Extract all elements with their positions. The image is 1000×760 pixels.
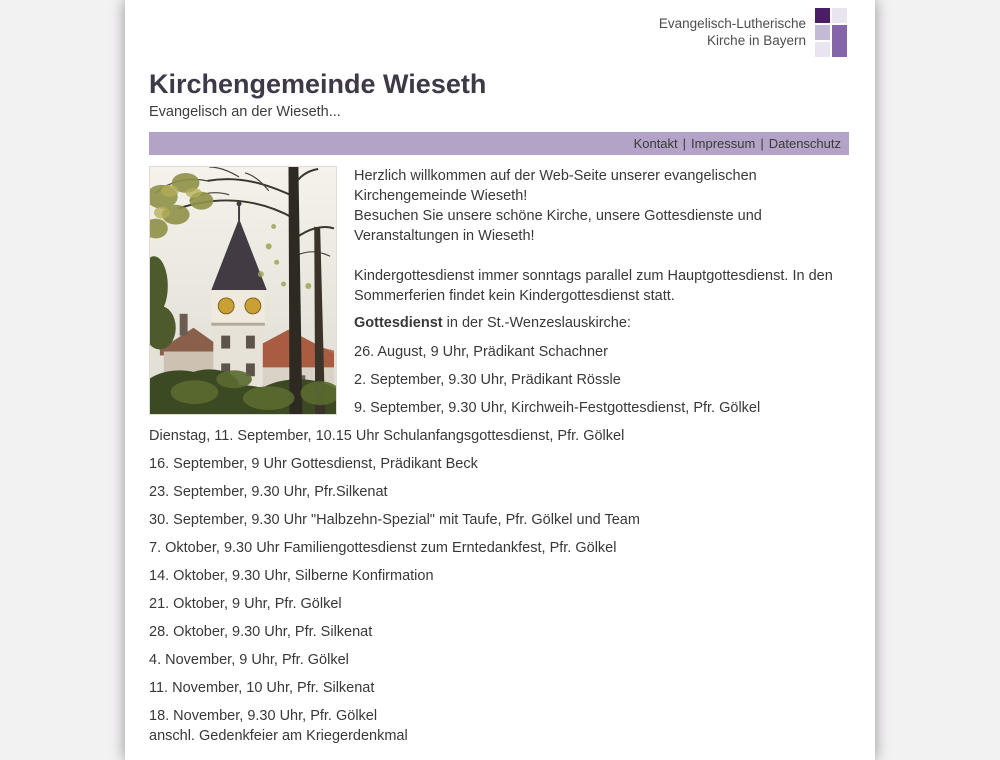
event-item: 14. Oktober, 9.30 Uhr, Silberne Konfirmation — [149, 568, 434, 584]
nav-separator: | — [682, 136, 687, 151]
top-navbar — [149, 132, 849, 155]
elkb-cross-logo-icon — [815, 8, 849, 58]
event-item: 18. November, 9.30 Uhr, Pfr. Gölkel anschl. Gedenkfeier am Kriegerdenkmal — [149, 708, 408, 744]
nav-link-kontakt[interactable]: Kontakt — [633, 136, 678, 151]
logo-text — [659, 8, 806, 49]
page-title: Kirchengemeinde Wieseth — [149, 69, 487, 99]
logo-square-medium-tall — [832, 25, 847, 57]
event-item: 4. November, 9 Uhr, Pfr. Gölkel — [149, 652, 349, 668]
logo-square-pale-top — [832, 8, 847, 23]
nav-link-impressum[interactable]: Impressum — [691, 136, 756, 151]
church-logo[interactable] — [149, 0, 849, 60]
event-item: 30. September, 9.30 Uhr "Halbzehn-Spezial" mit Taufe, Pfr. Gölkel und Team — [149, 512, 640, 528]
page-subtitle: Evangelisch an der Wieseth... — [149, 104, 341, 120]
event-item: 28. Oktober, 9.30 Uhr, Pfr. Silkenat — [149, 624, 373, 640]
church-photo-illustration — [150, 167, 336, 414]
services-heading-rest: in der St.-Wenzeslauskirche: — [442, 315, 631, 331]
logo-square-dark — [815, 8, 830, 23]
event-item: 9. September, 9.30 Uhr, Kirchweih-Festgottesdienst, Pfr. Gölkel — [354, 400, 761, 416]
logo-text-line1: Evangelisch-Lutherische — [658, 16, 806, 31]
event-item: 21. Oktober, 9 Uhr, Pfr. Gölkel — [149, 596, 342, 612]
event-item: 11. November, 10 Uhr, Pfr. Silkenat — [149, 680, 375, 696]
event-item: 16. September, 9 Uhr Gottesdienst, Prädikant Beck — [149, 456, 478, 472]
logo-text-line2: Kirche in Bayern — [706, 33, 806, 48]
nav-separator: | — [760, 136, 764, 151]
main-content — [149, 166, 849, 746]
kindergottesdienst-text: Kindergottesdienst immer sonntags parallel zum Hauptgottesdienst. In den Sommerferien findet kein Kindergottesdienst statt. — [354, 268, 833, 304]
logo-square-light — [815, 25, 830, 40]
event-item: Dienstag, 11. September, 10.15 Uhr Schulanfangsgottesdienst, Pfr. Gölkel — [149, 428, 625, 444]
event-item: 26. August, 9 Uhr, Prädikant Schachner — [354, 344, 608, 360]
event-item: 2. September, 9.30 Uhr, Prädikant Rössle — [354, 372, 621, 388]
logo-square-pale-bottom — [815, 42, 830, 57]
church-photo — [149, 166, 337, 415]
event-item: 23. September, 9.30 Uhr, Pfr.Silkenat — [149, 484, 388, 500]
services-heading-bold: Gottesdienst — [354, 315, 443, 331]
event-item: 7. Oktober, 9.30 Uhr Familiengottesdienst zum Erntedankfest, Pfr. Gölkel — [149, 540, 617, 556]
nav-link-datenschutz[interactable]: Datenschutz — [768, 136, 841, 151]
welcome-text: Herzlich willkommen auf der Web-Seite unserer evangelischen Kirchengemeinde Wieseth! Besuchen Sie unsere schöne Kirche, unsere Gottesdienste und Veranstaltungen in Wieseth! — [354, 168, 762, 244]
page-sheet — [125, 0, 875, 760]
